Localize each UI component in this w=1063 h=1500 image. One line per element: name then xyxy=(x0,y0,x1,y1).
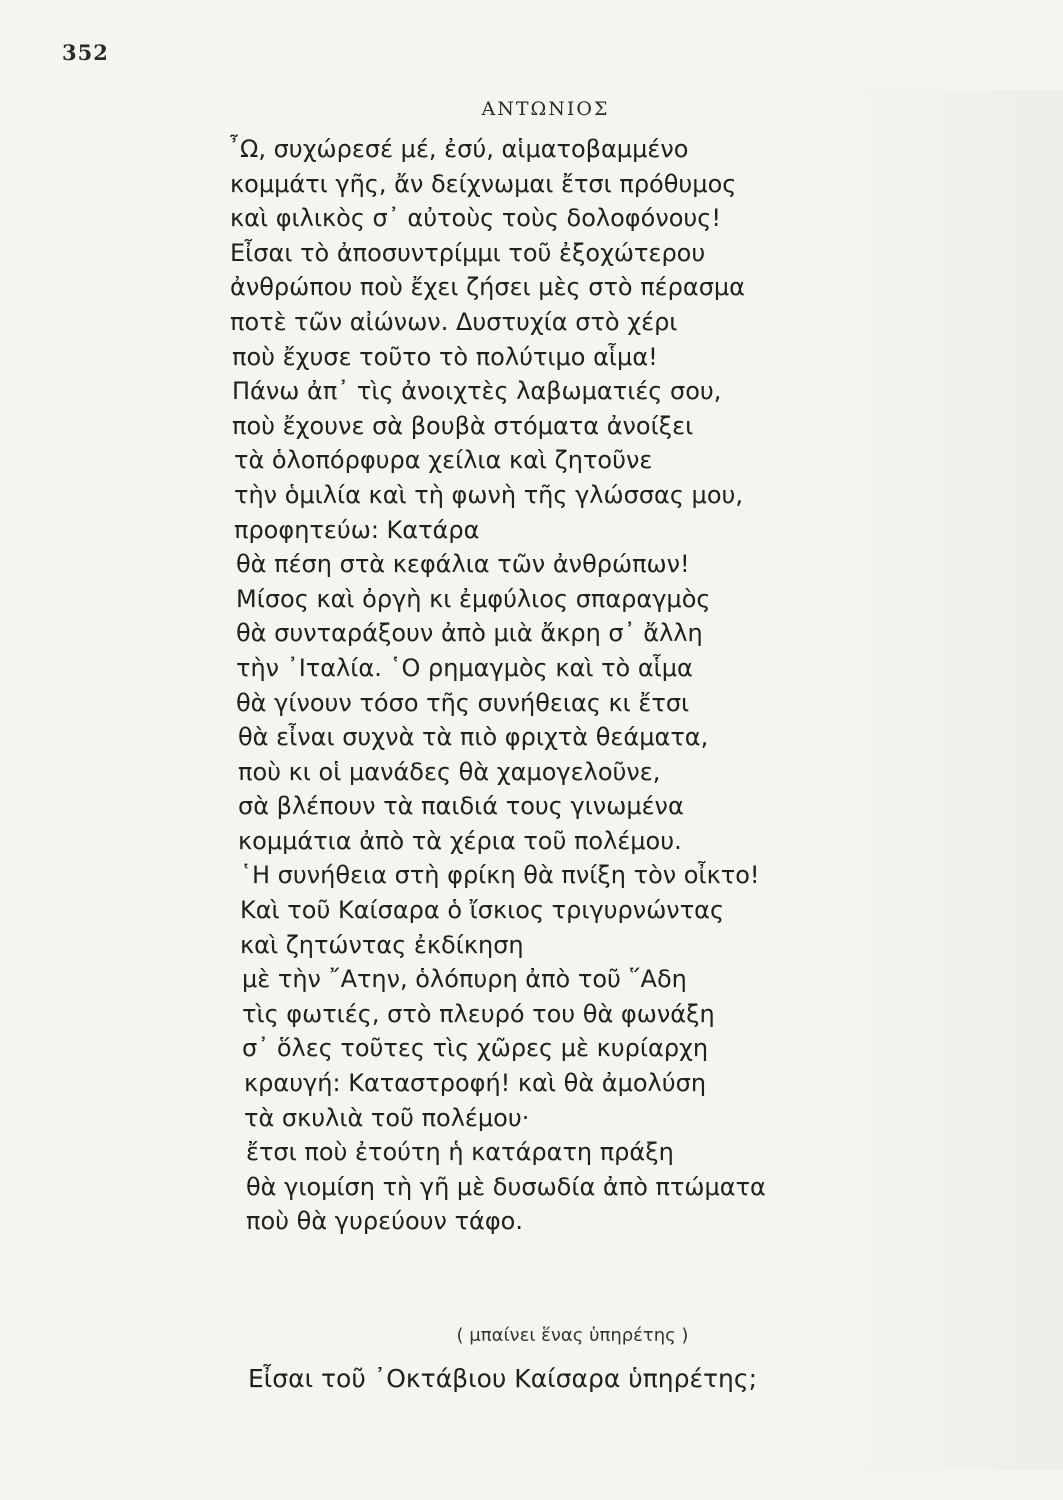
verse-line: ποὺ ἔχυσε τοῦτο τὸ πολύτιμο αἷμα! xyxy=(232,342,658,371)
verse-block xyxy=(228,132,868,1239)
verse-line: ποὺ θὰ γυρεύουν τάφο. xyxy=(246,1207,523,1236)
verse-line: θὰ γίνουν τόσο τῆς συνήθειας κι ἔτσι xyxy=(236,688,690,717)
verse-line: κομμάτι γῆς, ἄν δείχνωμαι ἔτσι πρόθυμος xyxy=(230,169,737,198)
verse-line: σ᾿ ὅλες τοῦτες τὶς χῶρες μὲ κυρίαρχη xyxy=(242,1034,709,1063)
verse-line: κραυγή: Καταστροφή! καὶ θὰ ἀμολύση xyxy=(244,1069,707,1098)
verse-line: ῏Ω, συχώρεσέ μέ, ἐσύ, αἱματοβαμμένο xyxy=(228,135,689,163)
stage-direction: ( μπαίνει ἕνας ὑπηρέτης ) xyxy=(456,1325,689,1346)
verse-line: Καὶ τοῦ Καίσαρα ὁ ἴσκιος τριγυρνώντας xyxy=(240,896,725,925)
verse-line: τὶς φωτιές, στὸ πλευρό του θὰ φωνάξη xyxy=(242,999,715,1028)
verse-line: ποτὲ τῶν αἰώνων. Δυστυχία στὸ χέρι xyxy=(230,307,678,336)
closing-verse-line: Εἶσαι τοῦ ᾿Οκτάβιου Καίσαρα ὑπηρέτης; xyxy=(248,1364,757,1393)
verse-line: ποὺ κι οἱ μανάδες θὰ χαμογελοῦνε, xyxy=(238,757,661,786)
speaker-name: ΑΝΤΩΝΙΟΣ xyxy=(481,98,610,120)
verse-line: σὰ βλέπουν τὰ παιδιά τους γινωμένα xyxy=(238,792,684,821)
verse-line: θὰ πέση στὰ κεφάλια τῶν ἀνθρώπων! xyxy=(236,550,690,579)
verse-line: ῾Η συνήθεια στὴ φρίκη θὰ πνίξη τὸν οἶκτο! xyxy=(240,861,760,890)
verse-line: τὴν ᾿Ιταλία. ῾Ο ρημαγμὸς καὶ τὸ αἷμα xyxy=(236,653,693,682)
verse-line: καὶ φιλικὸς σ᾿ αὐτοὺς τοὺς δολοφόνους! xyxy=(230,204,722,233)
verse-line: τὰ ὁλοπόρφυρα χείλια καὶ ζητοῦνε xyxy=(234,446,653,475)
verse-line: προφητεύω: Κατάρα xyxy=(234,515,480,544)
verse-line: θὰ συνταράξουν ἀπὸ μιὰ ἄκρη σ᾿ ἄλλη xyxy=(236,619,703,648)
verse-line: Εἶσαι τὸ ἀποσυντρίμμι τοῦ ἐξοχώτερου xyxy=(230,238,706,267)
page-number: 352 xyxy=(62,40,109,65)
verse-line: θὰ εἶναι συχνὰ τὰ πιὸ φριχτὰ θεάματα, xyxy=(238,723,709,752)
verse-line: ἀνθρώπου ποὺ ἔχει ζήσει μὲς στὸ πέρασμα xyxy=(230,273,746,302)
verse-line: Μίσος καὶ ὀργὴ κι ἐμφύλιος σπαραγμὸς xyxy=(236,584,711,613)
verse-line: τὴν ὁμιλία καὶ τὴ φωνὴ τῆς γλώσσας μου, xyxy=(234,480,744,509)
verse-line: μὲ τὴν ῎Ατην, ὁλόπυρη ἀπὸ τοῦ ῞Αδη xyxy=(242,965,687,994)
verse-line: καὶ ζητώντας ἐκδίκηση xyxy=(240,930,524,959)
verse-line: ποὺ ἔχουνε σὰ βουβὰ στόματα ἀνοίξει xyxy=(232,411,694,440)
verse-line: ἔτσι ποὺ ἐτούτη ἡ κατάρατη πράξη xyxy=(246,1138,674,1167)
verse-line: κομμάτια ἀπὸ τὰ χέρια τοῦ πολέμου. xyxy=(238,826,682,855)
verse-line: θὰ γιομίση τὴ γῆ μὲ δυσωδία ἀπὸ πτώματα xyxy=(246,1172,766,1201)
verse-line: Πάνω ἀπ᾿ τὶς ἀνοιχτὲς λαβωματιές σου, xyxy=(232,377,722,406)
verse-line: τὰ σκυλιὰ τοῦ πολέμου· xyxy=(244,1103,530,1132)
